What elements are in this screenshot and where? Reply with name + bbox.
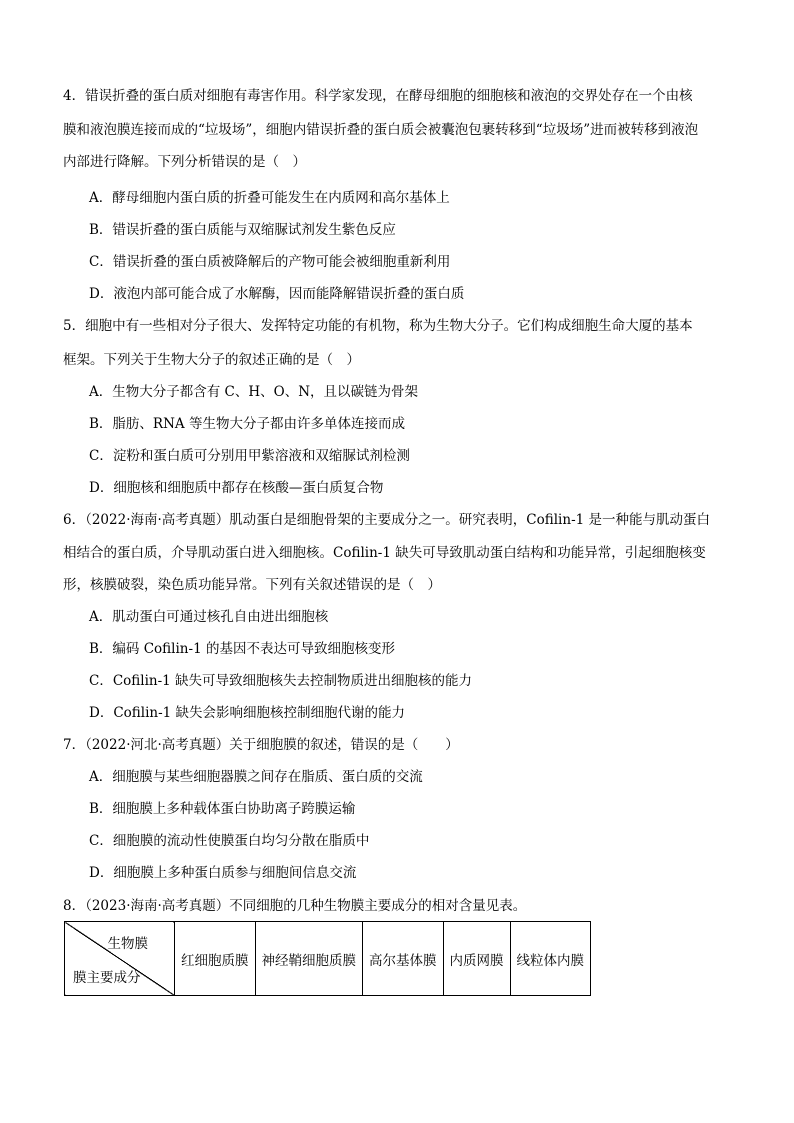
q5-option-c[interactable]: C．淀粉和蛋白质可分别用甲紫溶液和双缩脲试剂检测 [89,448,410,464]
q6-option-c[interactable]: C．Cofilin-1 缺失可导致细胞核失去控制物质进出细胞核的能力 [89,673,473,689]
membrane-composition-table [64,921,591,996]
column-header: 内质网膜 [443,922,510,996]
column-header: 神经鞘细胞质膜 [255,922,363,996]
column-header: 红细胞质膜 [175,922,256,996]
q6-stem-line-1: 6．（2022·海南·高考真题）肌动蛋白是细胞骨架的主要成分之一。研究表明，Cofilin-1 是一种能与肌动蛋白 [63,512,711,528]
q7-option-c[interactable]: C．细胞膜的流动性使膜蛋白均匀分散在脂质中 [89,833,370,849]
q5-option-d[interactable]: D．细胞核和细胞质中都存在核酸—蛋白质复合物 [89,480,384,496]
column-header: 高尔基体膜 [363,922,444,996]
q4-option-c[interactable]: C．错误折叠的蛋白质被降解后的产物可能会被细胞重新利用 [89,254,451,270]
q6-option-a[interactable]: A．肌动蛋白可通过核孔自由进出细胞核 [89,609,329,625]
q6-stem-line-3: 形，核膜破裂，染色质功能异常。下列有关叙述错误的是（ ） [63,577,441,593]
corner-label-membrane: 生物膜 [107,936,148,952]
q4-option-d[interactable]: D．液泡内部可能合成了水解酶，因而能降解错误折叠的蛋白质 [89,286,465,302]
q4-stem-line-1: 4．错误折叠的蛋白质对细胞有毒害作用。科学家发现，在酵母细胞的细胞核和液泡的交界处存在一个由核 [63,88,693,104]
q5-stem-line-2: 框架。下列关于生物大分子的叙述正确的是（ ） [63,352,360,368]
q5-option-b[interactable]: B．脂肪、RNA 等生物大分子都由许多单体连接而成 [89,416,405,432]
column-header: 线粒体内膜 [510,922,591,996]
q5-stem-line-1: 5．细胞中有一些相对分子很大、发挥特定功能的有机物，称为生物大分子。它们构成细胞生命大厦的基本 [63,318,693,334]
q4-option-b[interactable]: B．错误折叠的蛋白质能与双缩脲试剂发生紫色反应 [89,222,396,238]
q6-option-b[interactable]: B．编码 Cofilin-1 的基因不表达可导致细胞核变形 [89,641,395,657]
corner-label-components: 膜主要成分 [73,970,141,986]
q6-stem-line-2: 相结合的蛋白质，介导肌动蛋白进入细胞核。Cofilin-1 缺失可导致肌动蛋白结构和功能异常，引起细胞核变 [63,545,706,561]
table-corner-cell [65,922,175,996]
q7-stem-line-1: 7．（2022·河北·高考真题）关于细胞膜的叙述，错误的是（ ） [63,737,459,753]
q6-option-d[interactable]: D．Cofilin-1 缺失会影响细胞核控制细胞代谢的能力 [89,705,406,721]
q4-stem-line-3: 内部进行降解。下列分析错误的是（ ） [63,154,306,170]
q7-option-d[interactable]: D．细胞膜上多种蛋白质参与细胞间信息交流 [89,865,357,881]
q5-option-a[interactable]: A．生物大分子都含有 C、H、O、N，且以碳链为骨架 [89,384,419,400]
table-header-row [65,922,591,996]
q8-stem-line-1: 8．（2023·海南·高考真题）不同细胞的几种生物膜主要成分的相对含量见表。 [63,898,527,914]
q7-option-a[interactable]: A．细胞膜与某些细胞器膜之间存在脂质、蛋白质的交流 [89,769,423,785]
q7-option-b[interactable]: B．细胞膜上多种载体蛋白协助离子跨膜运输 [89,801,356,817]
q4-option-a[interactable]: A．酵母细胞内蛋白质的折叠可能发生在内质网和高尔基体上 [89,190,450,206]
q4-stem-line-2: 膜和液泡膜连接而成的“垃圾场”，细胞内错误折叠的蛋白质会被囊泡包裹转移到“垃圾场”进而被转移到液泡 [63,122,699,138]
